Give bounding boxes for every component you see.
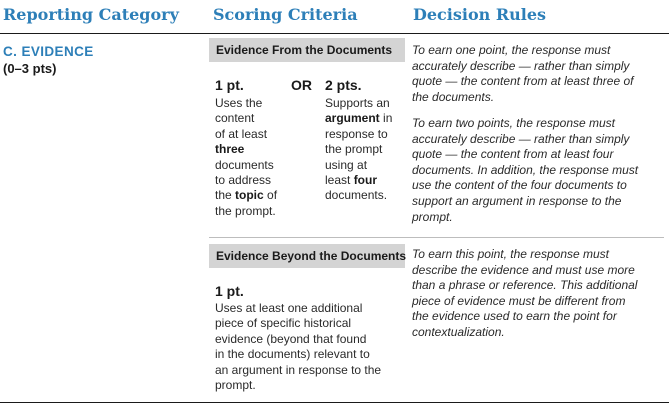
text-line: accurately describe — rather than simply: [412, 131, 630, 146]
beyond-description: [215, 301, 405, 393]
text-line: [215, 188, 295, 203]
decision-rule-two-points: [412, 116, 664, 225]
band-evidence-from-documents: Evidence From the Documents: [209, 38, 405, 62]
one-point-description: [215, 96, 295, 219]
text-line: prompt.: [412, 209, 453, 224]
text-line: than a phrase or reference. This additional: [412, 278, 638, 293]
text-fragment: of: [263, 188, 278, 203]
or-label: OR: [291, 77, 312, 93]
text-line: contextualization.: [412, 324, 505, 339]
text-line: prompt.: [215, 378, 256, 393]
text-line: accurately describe — rather than simply: [412, 58, 630, 73]
band-evidence-beyond-documents: Evidence Beyond the Documents: [209, 244, 405, 268]
row-divider: [209, 237, 664, 238]
text-line: the prompt: [325, 142, 383, 157]
text-line: quote — the content from at least three of: [412, 74, 634, 89]
text-line: to address: [215, 173, 272, 188]
text-fragment: the: [215, 188, 236, 203]
text-line: Supports an: [325, 96, 390, 110]
emphasis-topic: topic: [235, 188, 264, 203]
two-points-label: 2 pts.: [325, 77, 362, 93]
text-line: response to: [325, 126, 388, 141]
text-line: describe the evidence and must use more: [412, 262, 635, 277]
category-points: (0–3 pts): [3, 61, 57, 76]
text-line: Uses at least one additional: [215, 301, 363, 315]
text-line: To earn this point, the response must: [412, 247, 610, 261]
emphasis-four: four: [353, 173, 378, 188]
text-line: support an argument in response to the: [412, 193, 622, 208]
one-point-label: 1 pt.: [215, 77, 244, 93]
table-header: [0, 0, 669, 34]
emphasis-three: three: [215, 142, 245, 157]
category-title: C. EVIDENCE: [3, 44, 94, 59]
text-line: To earn one point, the response must: [412, 43, 611, 57]
beyond-point-label: 1 pt.: [215, 283, 244, 299]
text-line: To earn two points, the response must: [412, 116, 616, 130]
text-line: content: [215, 111, 255, 126]
text-line: piece of specific historical: [215, 316, 352, 331]
text-line: evidence (beyond that found: [215, 331, 367, 346]
text-line: documents: [215, 157, 274, 172]
header-decision-rules: Decision Rules: [413, 5, 547, 24]
decision-rule-one-point: [412, 43, 664, 105]
header-scoring-criteria: Scoring Criteria: [213, 5, 358, 24]
text-fragment: in: [379, 111, 393, 126]
text-line: an argument in response to the: [215, 362, 382, 377]
text-line: using at: [325, 157, 368, 172]
text-line: piece of evidence must be different from: [412, 293, 626, 308]
text-line: quote — the content from at least four: [412, 147, 614, 162]
decision-rule-beyond: [412, 247, 664, 341]
table-bottom-rule: [0, 402, 669, 403]
text-line: [325, 111, 405, 126]
emphasis-argument: argument: [325, 111, 380, 126]
text-fragment: least: [325, 173, 354, 188]
text-line: documents. In addition, the response must: [412, 162, 639, 177]
text-line: [215, 142, 295, 157]
text-line: [325, 173, 405, 188]
text-line: the documents.: [412, 89, 495, 104]
text-line: documents.: [325, 188, 388, 203]
header-reporting-category: Reporting Category: [3, 5, 179, 24]
text-line: use the content of the four documents to: [412, 178, 627, 193]
text-line: in the documents) relevant to: [215, 347, 370, 362]
text-line: the evidence used to earn the point for: [412, 309, 617, 324]
text-line: Uses the: [215, 96, 263, 110]
text-line: of at least: [215, 126, 268, 141]
two-points-description: [325, 96, 405, 204]
text-line: the prompt.: [215, 203, 276, 218]
